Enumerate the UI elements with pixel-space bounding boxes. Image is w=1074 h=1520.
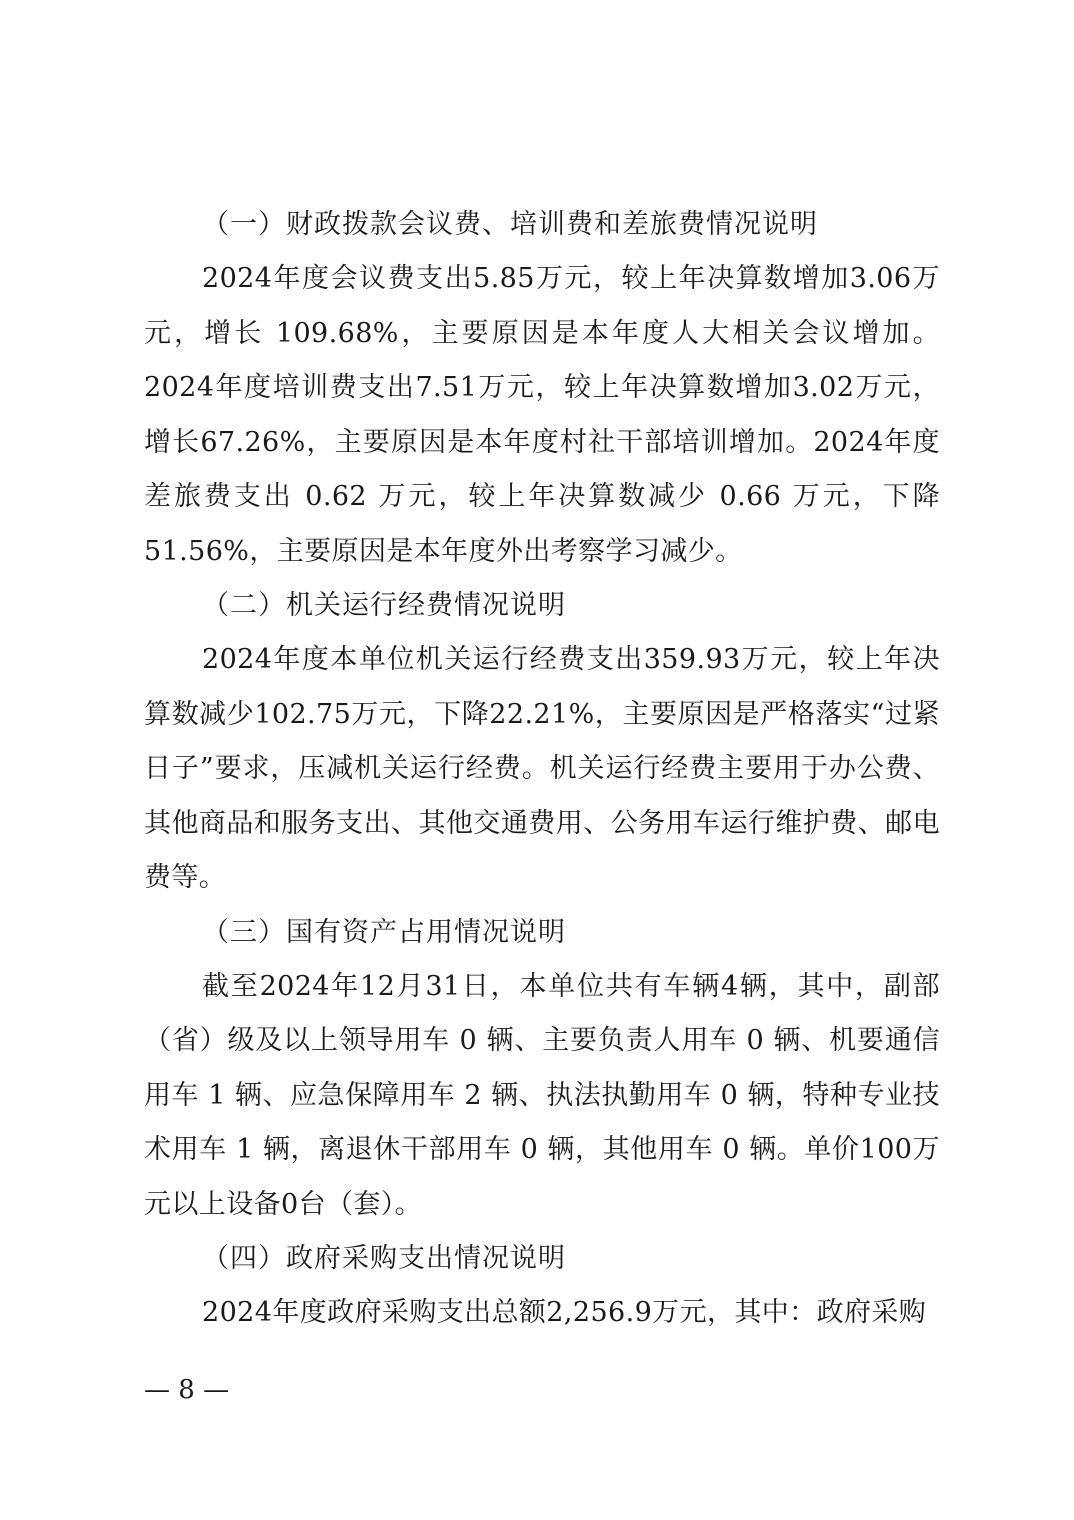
section-heading-3: （三）国有资产占用情况说明 [202,916,566,948]
section-3-paragraph: 截至2024年12月31日，本单位共有车辆4辆，其中，副部（省）级及以上领导用车 0 辆、主要负责人用车 0 辆、机要通信用车 1 辆、应急保障用车 2 辆、执法执勤用车 0 辆，特种专业技术用车 1 辆，离退休干部用车 0 辆，其他用车 0 辆。单价100万元以上设备0台（套）。 [144,970,940,1220]
page-number: — 8 — [144,1375,230,1405]
section-heading-1: （一）财政拨款会议费、培训费和差旅费情况说明 [202,209,818,240]
document-body [144,198,940,1341]
section-heading-4: （四）政府采购支出情况说明 [202,1243,566,1274]
section-1-paragraph: 2024年度会议费支出5.85万元，较上年决算数增加3.06万元，增长 109.68%，主要原因是本年度人大相关会议增加。2024年度培训费支出7.51万元，较上年决算数增加3.02万元，增长67.26%，主要原因是本年度村社干部培训增加。2024年度差旅费支出 0.62 万元，较上年决算数减少 0.66 万元，下降51.56%，主要原因是本年度外出考察学习减少。 [144,263,940,567]
section-heading-2: （二）机关运行经费情况说明 [202,590,566,621]
section-4-paragraph: 2024年度政府采购支出总额2,256.9万元，其中：政府采购 [202,1297,927,1328]
section-2-paragraph: 2024年度本单位机关运行经费支出359.93万元，较上年决算数减少102.75万元，下降22.21%，主要原因是严格落实“过紧日子”要求，压减机关运行经费。机关运行经费主要用于办公费、其他商品和服务支出、其他交通费用、公务用车运行维护费、邮电费等。 [144,644,940,893]
